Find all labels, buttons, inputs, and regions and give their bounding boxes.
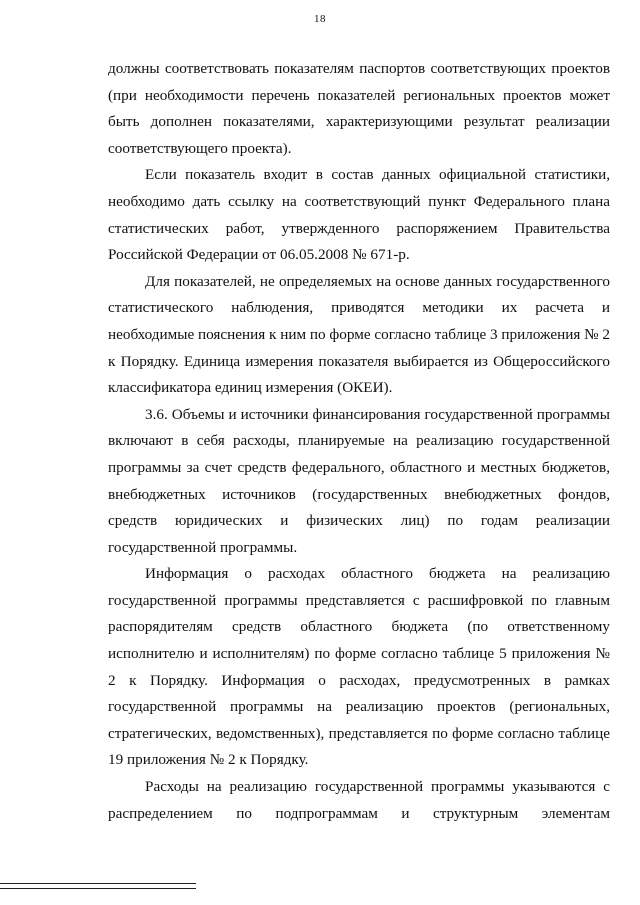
paragraph-official-statistics: Если показатель входит в состав данных официальной статистики, необходимо дать ссылку на соответствующий пункт Федерального плана статистических работ, утвержденного распоряжением Правительства Российской Федерации от 06.05.2008 № 671-р. xyxy=(108,166,610,264)
paragraph-expense-distribution: Расходы на реализацию государственной программы указываются с распределением по подпрограммам и структурным элементам xyxy=(108,778,610,822)
document-body xyxy=(108,56,610,827)
page-number: 18 xyxy=(314,13,326,25)
footer-rule xyxy=(0,883,196,884)
footer-rule-secondary xyxy=(0,888,196,889)
paragraph-regional-budget-expenses: Информация о расходах областного бюджета на реализацию государственной программы представляется с расшифровкой по главным распорядителям средств областного бюджета (по ответственному исполнителю и исполнителям) по форме согласно таблице 5 приложения № 2 к Порядку. Информация о расходах, предусмотренных в рамках государственной программы на реализацию проектов (региональных, стратегических, ведомственных), представляется по форме согласно таблице 19 приложения № 2 к Порядку. xyxy=(108,565,610,769)
paragraph-indicators-continuation: должны соответствовать показателям паспортов соответствующих проектов (при необходимости перечень показателей региональных проектов может быть дополнен показателями, характеризующими результат реализации соответствующего проекта). xyxy=(108,60,610,157)
paragraph-financing-sources: 3.6. Объемы и источники финансирования государственной программы включают в себя расходы, планируемые на реализацию государственной программы за счет средств федерального, областного и местных бюджетов, внебюджетных источников (государственных внебюджетных фондов, средств юридических и физических лиц) по годам реализации государственной программы. xyxy=(108,405,610,556)
paragraph-calculation-methods: Для показателей, не определяемых на основе данных государственного статистического наблюдения, приводятся методики их расчета и необходимые пояснения к ним по форме согласно таблице 3 приложения № 2 к Порядку. Единица измерения показателя выбирается из Общероссийского классификатора единиц измерения (ОКЕИ). xyxy=(108,272,611,397)
